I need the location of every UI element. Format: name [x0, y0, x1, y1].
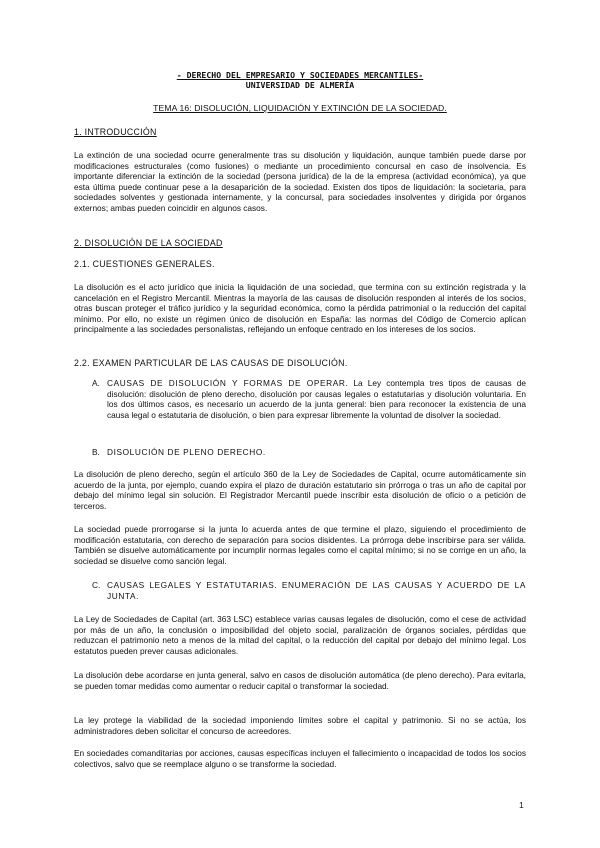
section-heading-disolucion: 2. DISOLUCIÓN DE LA SOCIEDAD — [74, 238, 223, 248]
course-title: - DERECHO DEL EMPRESARIO Y SOCIEDADES MERCANTILES- — [176, 70, 424, 80]
paragraph-cuestiones: La disolución es el acto jurídico que inicia la liquidación de una sociedad, que termina con su extinción registrada y la cancelación en el Registro Mercantil. Mientras la mayoría de las causas de disolución responden al interés de los socios, otras buscan proteger el tráfico jurídico y la seguridad económica, como la pérdida patrimonial o la reducción del capital mínimo. Por ello, no existe un régimen único de disolución en España: las normas del Código de Comercio aplican principalmente a las sociedades personalistas, reflejando un enfoque centrado en los intereses de los socios. — [74, 282, 526, 334]
paragraph-acuerdo-junta: La disolución debe acordarse en junta general, salvo en casos de disolución automática (de pleno derecho). Para evitarla, se pueden tomar medidas como aumentar o reducir capital o transformar la sociedad. — [74, 670, 526, 691]
list-item-a — [92, 378, 526, 420]
list-marker-a: A. — [92, 378, 100, 388]
list-item-a-lead: CAUSAS DE DISOLUCIÓN Y FORMAS DE OPERAR. — [107, 378, 349, 388]
paragraph-prorroga: La sociedad puede prorrogarse si la junta lo acuerda antes de que termine el plazo, siguiendo el procedimiento de modificación estatutaria, con derecho de separación para socios disidentes. La prórroga debe inscribirse para ser válida. También se disuelve automáticamente por incumplir normas legales como el capital mínimo; si no se corrige en un año, la sociedad se disuelve como sanción legal. — [74, 524, 526, 566]
list-item-b-lead: DISOLUCIÓN DE PLENO DERECHO. — [107, 447, 266, 457]
topic-title: TEMA 16: DISOLUCIÓN, LIQUIDACIÓN Y EXTINCIÓN DE LA SOCIEDAD. — [153, 103, 447, 113]
list-marker-c: C. — [92, 580, 101, 590]
subsection-heading-cuestiones: 2.1. CUESTIONES GENERALES. — [74, 259, 215, 269]
paragraph-pleno-derecho: La disolución de pleno derecho, según el artículo 360 de la Ley de Sociedades de Capital, ocurre automáticamente sin acuerdo de la junta, por ejemplo, cuando expira el plazo de duración estatutario sin prórroga o tras un año de capital por debajo del mínimo legal sin solución. El Registrador Mercantil puede inscribir esta disolución de oficio o a petición de terceros. — [74, 469, 526, 511]
section-heading-introduccion: 1. INTRODUCCIÓN — [74, 127, 157, 137]
paragraph-introduccion: La extinción de una sociedad ocurre generalmente tras su disolución y liquidación, aunque también puede darse por modificaciones estructurales (como fusiones) o mediante un procedimiento concursal en caso de insolvencia. Es importante diferenciar la extinción de la sociedad (persona jurídica) de la de la empresa (actividad económica), ya que esta última puede continuar pese a la desaparición de la sociedad. Existen dos tipos de liquidación: la societaria, para sociedades solventes y gestionada internamente, y la concursal, para sociedades insolventes y dirigida por órganos externos; ambas pueden coincidir en algunos casos. — [74, 150, 526, 213]
paragraph-viabilidad: La ley protege la viabilidad de la sociedad imponiendo límites sobre el capital y patrimonio. Si no se actúa, los administradores deben solicitar el concurso de acreedores. — [74, 715, 526, 736]
page-number: 1 — [519, 800, 524, 810]
paragraph-causas-legales: La Ley de Sociedades de Capital (art. 363 LSC) establece varias causas legales de disolución, como el cese de actividad por más de un año, la conclusión o imposibilidad del objeto social, paralización de órganos sociales, pérdidas que reduzcan el patrimonio neto a menos de la mitad del capital, o la reducción del capital por debajo del mínimo legal. Los estatutos pueden prever causas adicionales. — [74, 614, 526, 656]
list-item-b — [92, 447, 526, 458]
subsection-heading-causas: 2.2. EXAMEN PARTICULAR DE LAS CAUSAS DE DISOLUCIÓN. — [74, 358, 348, 368]
university-name: UNIVERSIDAD DE ALMERÍA — [245, 80, 355, 90]
list-item-a-text: La Ley contempla tres tipos de causas de disolución: disolución de pleno derecho, disolución por causas legales o estatutarias y disolución voluntaria. En los dos últimos casos, es necesario un acuerdo de la junta general: bien para reconocer la existencia de una causa legal o estatutaria de disolución, o bien para expresar libremente la voluntad de disolver la sociedad. — [107, 378, 526, 420]
list-marker-b: B. — [92, 447, 100, 457]
list-item-c — [92, 580, 526, 601]
list-item-c-lead: CAUSAS LEGALES Y ESTATUTARIAS. ENUMERACIÓN DE LAS CAUSAS Y ACUERDO DE LA JUNTA. — [107, 580, 526, 601]
paragraph-comanditarias: En sociedades comanditarias por acciones, causas específicas incluyen el fallecimiento o incapacidad de todos los socios colectivos, salvo que se reemplace alguno o se transforme la sociedad. — [74, 748, 526, 769]
